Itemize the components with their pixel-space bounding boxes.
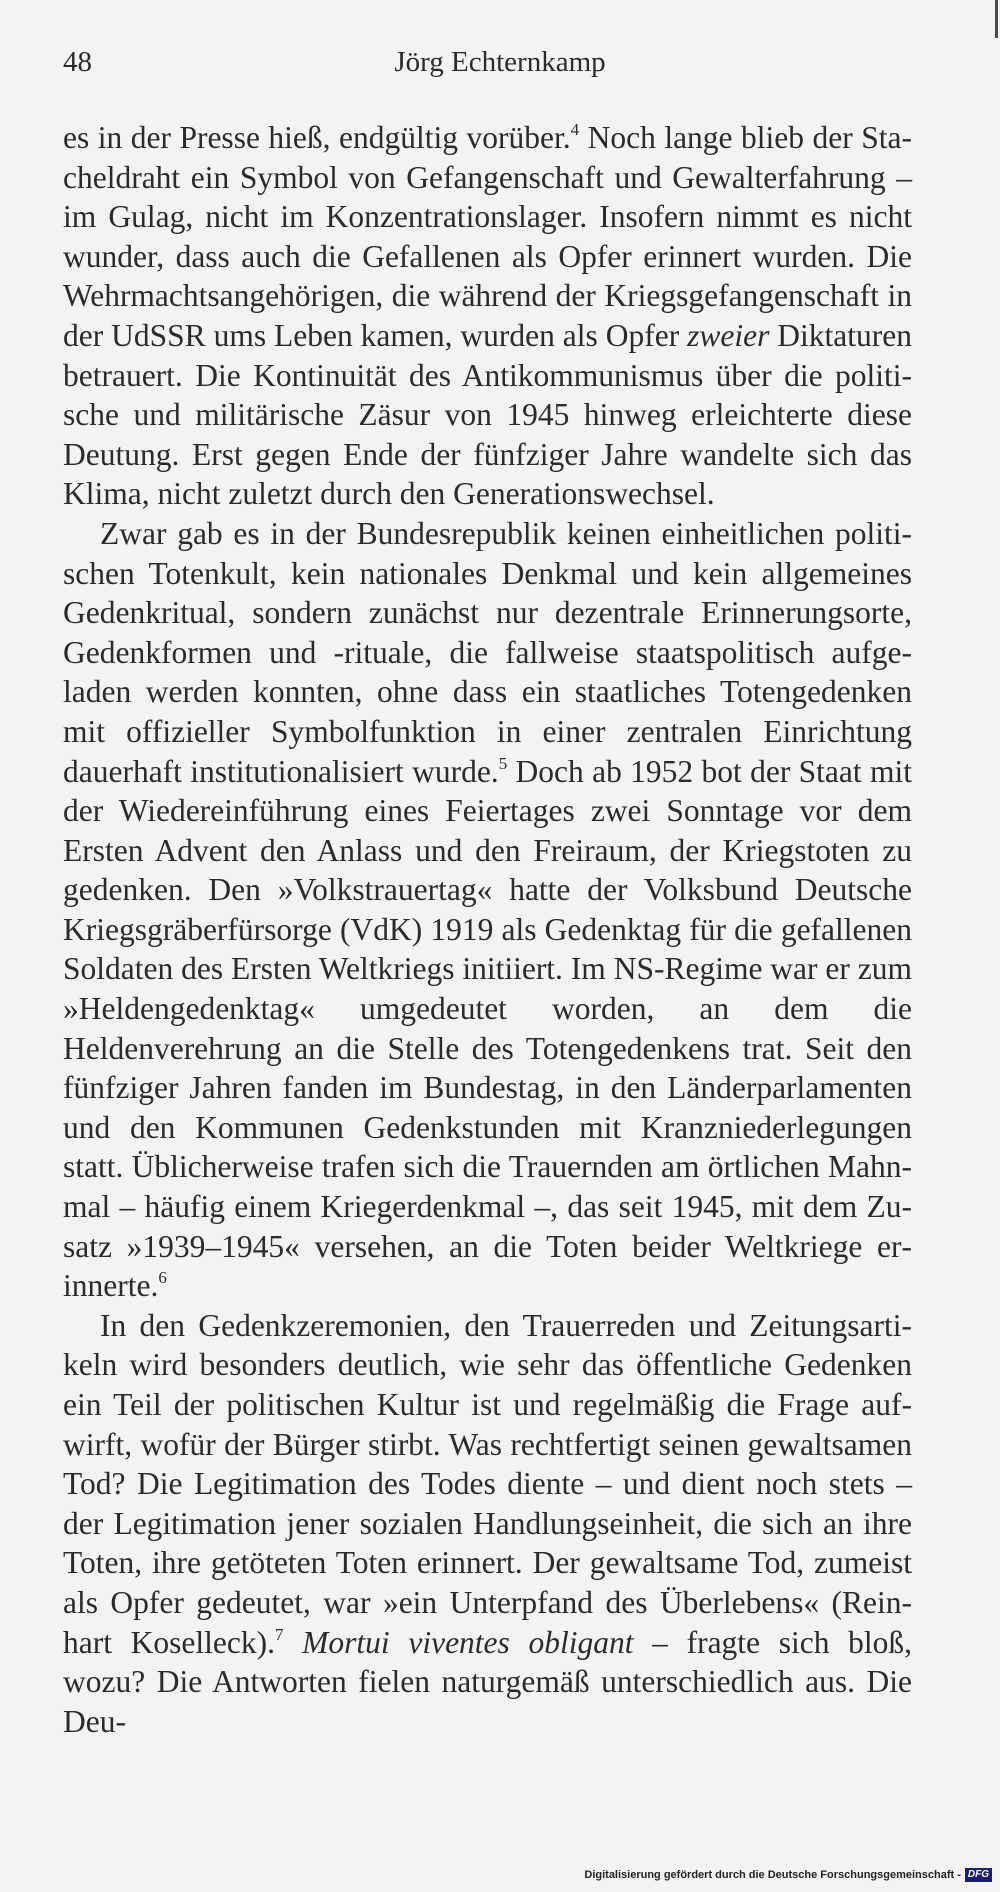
- footnote-ref: 4: [570, 120, 580, 139]
- footnote-ref: 5: [498, 753, 508, 773]
- body-text: [63, 118, 912, 1741]
- running-head-author: Jörg Echternkamp: [394, 46, 606, 78]
- text-run: [283, 1625, 302, 1660]
- paragraph: [63, 1306, 912, 1742]
- text-run: Diktaturen betrauert. Die Kontinuität des Antikommunismus über die politische und militärische Zäsur von 1945 hinweg erleichterte diese Deutung. Erst gegen Ende der fünfziger Jahre wandelte sich das Klima, nicht zuletzt durch den Generationswechsel.: [63, 317, 912, 512]
- dfg-logo: DFG: [965, 1868, 992, 1882]
- text-run: Noch lange blieb der Stacheldraht ein Symbol von Gefangenschaft und Gewalterfahrung – im Gulag, nicht im Konzentrationslager. Insofern nimmt es nicht wunder, dass auch die Gefallenen als Opfer erinnert wurden. Die Wehrmachtsangehörigen, die während der Kriegsgefangenschaft in der UdSSR ums Leben kamen, wurden als Opfer: [63, 120, 912, 353]
- footnote-ref: 7: [274, 1624, 284, 1644]
- scan-edge-mark: [995, 0, 998, 38]
- text-run: Doch ab 1952 bot der Staat mit der Wiedereinführung eines Feiertages zwei Sonntage vor dem Ersten Advent den Anlass und den Freiraum, der Kriegstoten zu gedenken. Den »Volkstrauertag« hatte der Volksbund Deutsche Kriegsgräberfürsorge (VdK) 1919 als Gedenktag für die gefallenen Soldaten des Ersten Weltkriegs initiiert. Im NS-Regime war er zum »Heldengedenktag« umgedeutet worden, an dem die Heldenverehrung an die Stelle des Totengedenkens trat. Seit den fünfziger Jahren fanden im Bundestag, in den Länderparlamenten und den Kommunen Gedenkstunden mit Kranzniederlegungen statt. Üblicherweise trafen sich die Trauernden am örtlichen Mahnmal – häufig einem Kriegerdenkmal –, das seit 1945, mit dem Zusatz »1939–1945« versehen, an die Toten beider Weltkriege erinnerte.: [63, 753, 912, 1304]
- page-header: [63, 46, 937, 86]
- emphasis-text: zweier: [687, 317, 770, 353]
- paragraph: [63, 118, 912, 514]
- digitization-footer: [584, 1868, 992, 1886]
- footnote-ref: 6: [158, 1268, 167, 1288]
- page-number: 48: [63, 46, 92, 78]
- footer-credit: Digitalisierung gefördert durch die Deutsche Forschungsgemeinschaft -: [584, 1868, 961, 1881]
- text-run: In den Gedenkzeremonien, den Trauerreden und Zeitungsartikeln wird besonders deutlich, wie sehr das öffentliche Gedenken ein Teil der politischen Kultur ist und regelmäßig die Frage aufwirft, wofür der Bürger stirbt. Was rechtfertigt seinen gewaltsamen Tod? Die Legitimation des Todes diente – und dient noch stets – der Legitimation jener sozialen Handlungseinheit, die sich an ihre Toten, ihre getöteten Toten erinnert. Der gewaltsame Tod, zumeist als Opfer gedeutet, war »ein Unterpfand des Überlebens« (Reinhart Koselleck).: [63, 1307, 912, 1660]
- emphasis-text: Mortui viventes obligant: [302, 1624, 634, 1660]
- text-run: Zwar gab es in der Bundesrepublik keinen einheitlichen politischen Totenkult, kein nationales Denkmal und kein allgemeines Gedenkritual, sondern zunächst nur dezentrale Erinnerungsorte, Gedenkformen und -rituale, die fallweise staatspolitisch aufgeladen werden konnten, ohne dass ein staatliches Totengedenken mit offizieller Symbolfunktion in einer zentralen Einrichtung dauerhaft institutionalisiert wurde.: [63, 515, 912, 789]
- paragraph: [63, 514, 912, 1306]
- text-run: – fragte sich bloß, wozu? Die Antworten fielen naturgemäß unterschiedlich aus. Die Deu-: [63, 1624, 913, 1739]
- text-run: es in der Presse hieß, endgültig vorüber.: [63, 120, 571, 155]
